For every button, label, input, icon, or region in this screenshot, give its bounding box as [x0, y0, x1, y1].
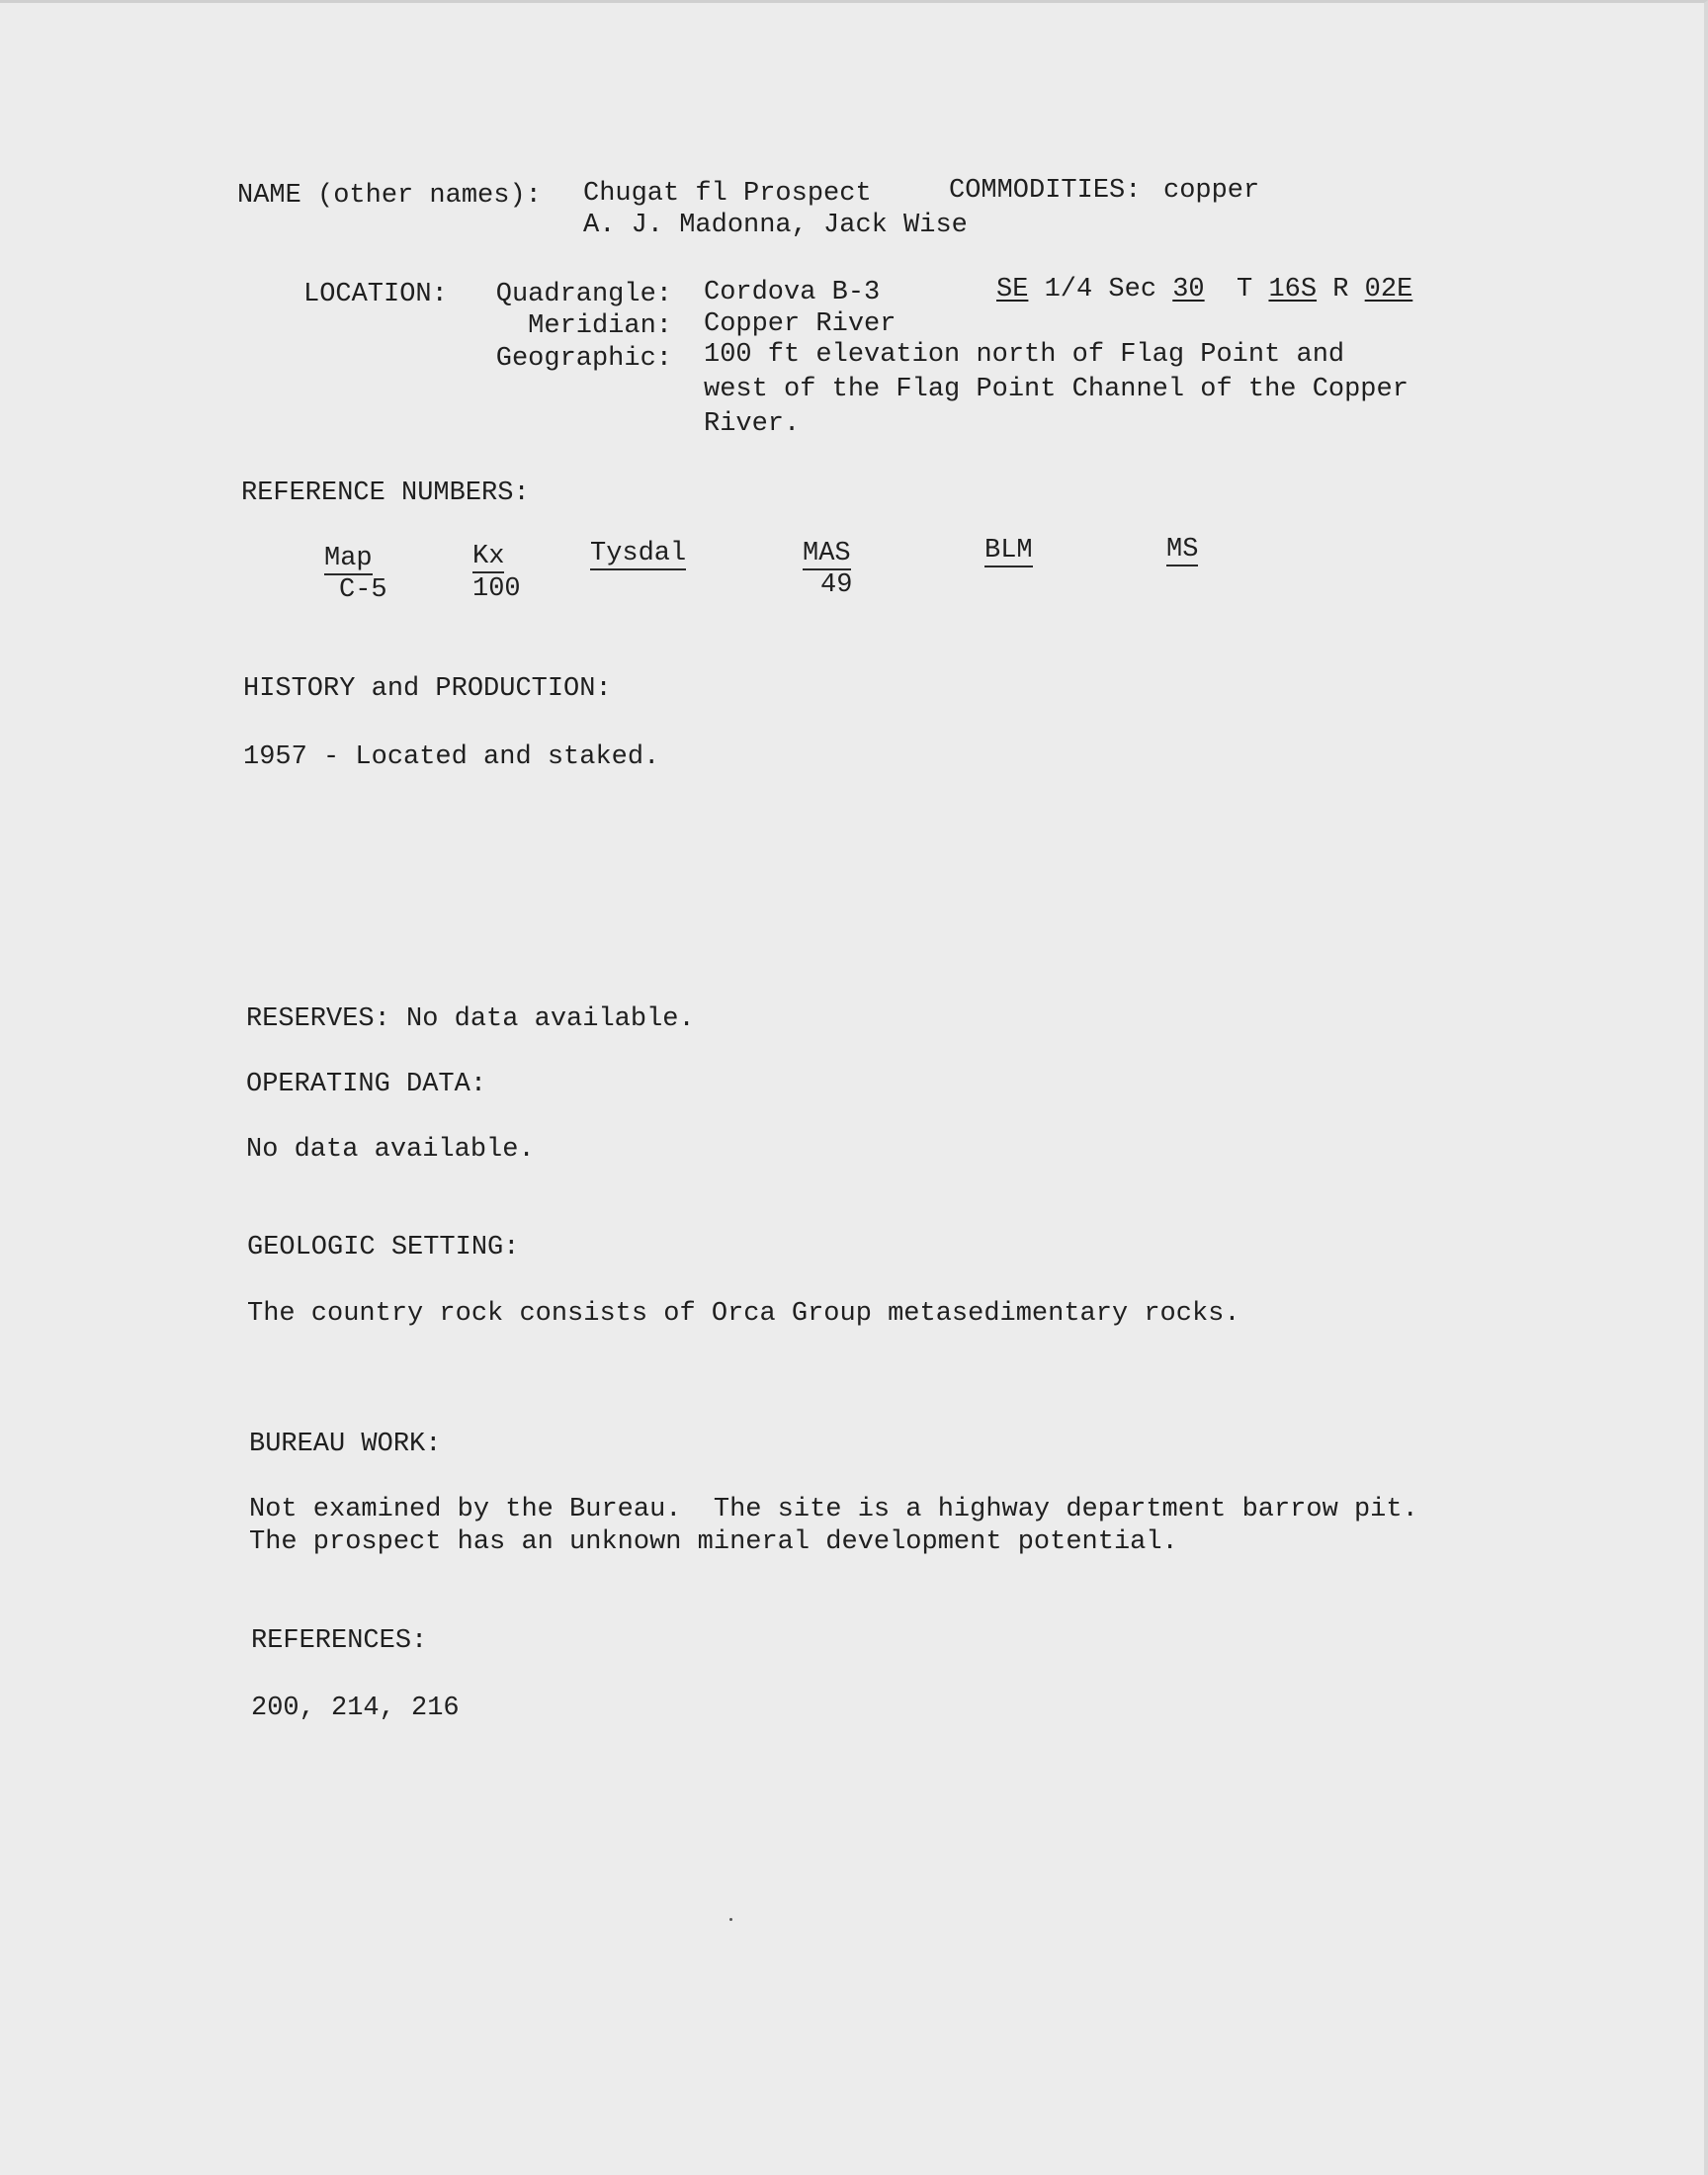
geographic-line-1: 100 ft elevation north of Flag Point and	[704, 340, 1345, 370]
range-value: 02E	[1364, 275, 1413, 304]
quadrangle-label: Quadrangle:	[495, 280, 672, 309]
bureau-work-line-2: The prospect has an unknown mineral development potential.	[249, 1527, 1178, 1557]
ref-value-kx: 100	[472, 574, 521, 604]
scan-speck	[729, 1918, 732, 1921]
ref-header-tysdal: Tysdal	[590, 539, 687, 568]
history-label: HISTORY and PRODUCTION:	[243, 674, 612, 704]
ref-header-ms: MS	[1166, 535, 1199, 565]
bureau-work-label: BUREAU WORK:	[249, 1430, 442, 1459]
ref-header-blm: BLM	[984, 536, 1033, 566]
history-text: 1957 - Located and staked.	[243, 742, 660, 772]
section-value: 30	[1172, 275, 1205, 304]
geologic-setting-text: The country rock consists of Orca Group metasedimentary rocks.	[247, 1299, 1240, 1329]
meridian-value: Copper River	[704, 309, 897, 339]
geographic-label: Geographic:	[495, 344, 672, 374]
reference-numbers-label: REFERENCE NUMBERS:	[241, 478, 530, 508]
reserves-text: No data available.	[406, 1004, 695, 1034]
reserves-line	[246, 1002, 695, 1036]
reserves-label: RESERVES:	[246, 1004, 390, 1034]
bureau-work-line-1: Not examined by the Bureau. The site is a highway department barrow pit.	[249, 1495, 1418, 1524]
commodities-label: COMMODITIES:	[949, 176, 1142, 206]
name-primary: Chugat fl Prospect	[583, 179, 872, 209]
commodities-value: copper	[1163, 176, 1260, 206]
ref-header-mas: MAS	[803, 539, 851, 568]
operating-data-label: OPERATING DATA:	[246, 1070, 487, 1099]
geologic-setting-label: GEOLOGIC SETTING:	[247, 1233, 520, 1262]
ref-value-mas: 49	[820, 570, 853, 600]
ref-value-map: C-5	[339, 575, 387, 605]
ref-header-map: Map	[324, 544, 373, 573]
name-label: NAME (other names):	[237, 181, 542, 211]
township-value: 16S	[1268, 275, 1318, 304]
operating-data-text: No data available.	[246, 1135, 535, 1165]
name-other: A. J. Madonna, Jack Wise	[583, 211, 968, 240]
quadrangle-value: Cordova B-3	[704, 278, 881, 307]
township-label: T	[1237, 275, 1253, 304]
quarter-suffix: 1/4 Sec	[1044, 275, 1157, 304]
ref-header-kx: Kx	[472, 542, 505, 571]
meridian-label: Meridian:	[528, 311, 672, 341]
range-label: R	[1332, 275, 1349, 304]
quarter-value: SE	[996, 275, 1029, 304]
plss-line	[996, 273, 1412, 306]
references-label: REFERENCES:	[251, 1626, 428, 1656]
references-text: 200, 214, 216	[251, 1694, 460, 1723]
location-label: LOCATION:	[303, 280, 448, 309]
geographic-line-2: west of the Flag Point Channel of the Copper	[704, 375, 1409, 404]
geographic-line-3: River.	[704, 409, 801, 439]
